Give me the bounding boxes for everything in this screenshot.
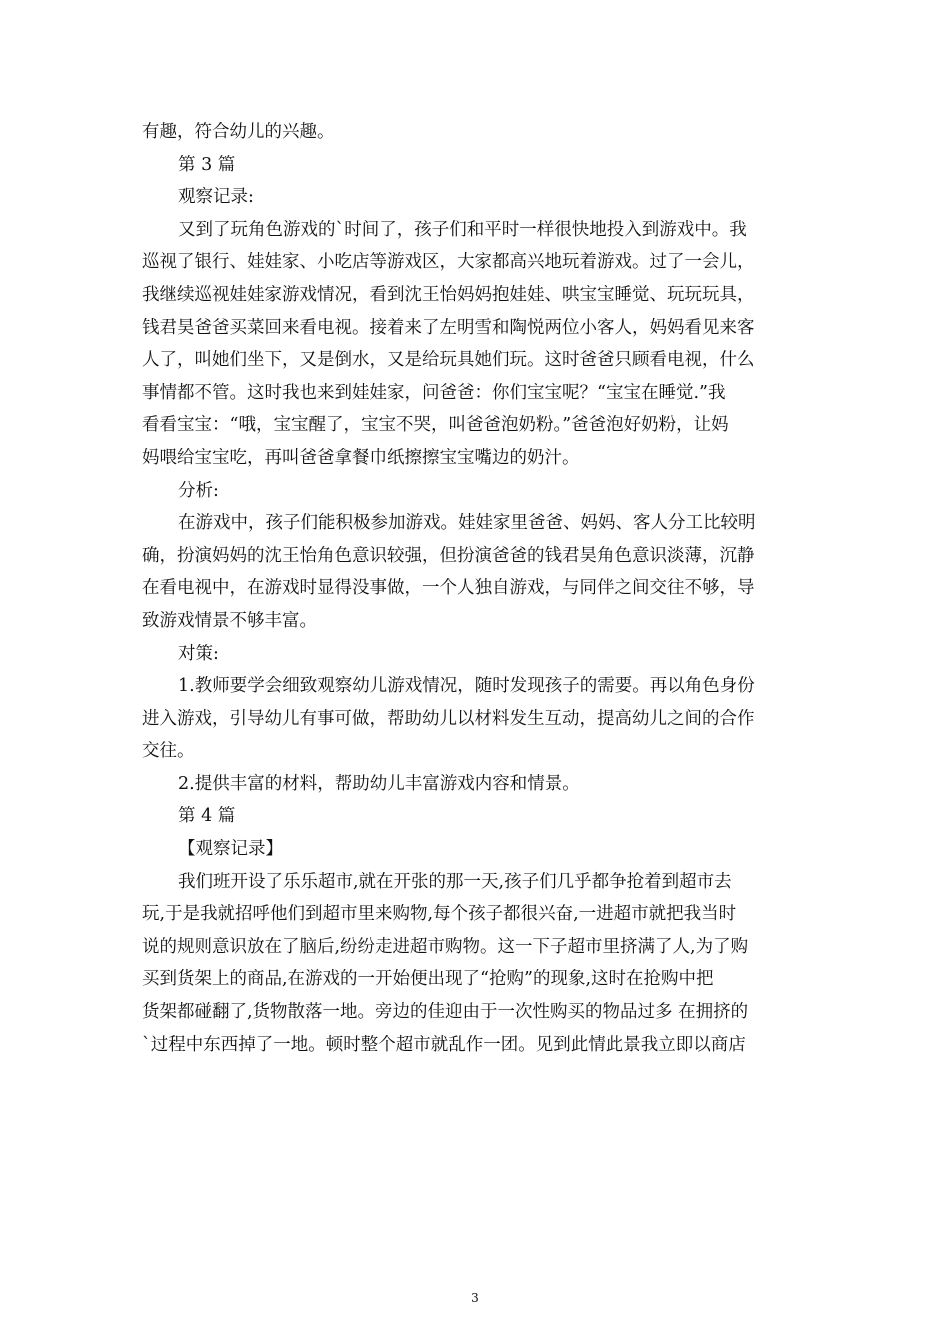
text-line: 第 3 篇	[178, 154, 236, 175]
text-line: 玩,于是我就招呼他们到超市里来购物,每个孩子都很兴奋,一进超市就把我当时	[142, 904, 737, 925]
text-line: 进入游戏，引导幼儿有事可做，帮助幼儿以材料发生互动，提高幼儿之间的合作	[142, 708, 755, 729]
text-line: 【观察记录】	[178, 839, 283, 860]
text-line: 货架都碰翻了,货物散落一地。旁边的佳迎由于一次性购买的物品过多 在拥挤的	[142, 1002, 749, 1023]
text-line: 事情都不管。这时我也来到娃娃家，问爸爸：你们宝宝呢？“宝宝在睡觉.”我	[142, 382, 726, 403]
text-line: 在游戏中，孩子们能积极参加游戏。娃娃家里爸爸、妈妈、客人分工比较明	[178, 513, 756, 534]
text-line: 致游戏情景不够丰富。	[142, 610, 317, 631]
text-line: 交往。	[142, 741, 195, 762]
text-line: 人了，叫她们坐下，又是倒水，又是给玩具她们玩。这时爸爸只顾看电视，什么	[142, 350, 755, 371]
text-line: 说的规则意识放在了脑后,纷纷走进超市购物。这一下子超市里挤满了人,为了购	[142, 936, 749, 957]
text-line: 2.提供丰富的材料，帮助幼儿丰富游戏内容和情景。	[178, 773, 580, 794]
text-line: 在看电视中，在游戏时显得没事做，一个人独自游戏，与同伴之间交往不够，导	[142, 578, 755, 599]
text-line: 第 4 篇	[178, 806, 236, 827]
page-number: 3	[471, 1291, 479, 1305]
text-line: 有趣，符合幼儿的兴趣。	[142, 122, 335, 142]
text-line: 对策:	[178, 643, 219, 664]
text-line: 妈喂给宝宝吃，再叫爸爸拿餐巾纸擦擦宝宝嘴边的奶汁。	[142, 447, 580, 468]
text-line: 1.教师要学会细致观察幼儿游戏情况，随时发现孩子的需要。再以角色身份	[178, 676, 755, 697]
text-line: 看看宝宝：“哦，宝宝醒了，宝宝不哭，叫爸爸泡奶粉。”爸爸泡好奶粉，让妈	[142, 415, 729, 436]
text-line: `过程中东西掉了一地。顿时整个超市就乱作一团。见到此情此景我立即以商店	[142, 1034, 746, 1055]
text-line: 观察记录:	[178, 187, 254, 208]
text-line: 分析:	[178, 480, 219, 501]
text-line: 我们班开设了乐乐超市,就在开张的那一天,孩子们几乎都争抢着到超市去	[178, 871, 732, 892]
text-line: 我继续巡视娃娃家游戏情况，看到沈王怡妈妈抱娃娃、哄宝宝睡觉、玩玩玩具，	[142, 284, 755, 305]
text-line: 钱君昊爸爸买菜回来看电视。接着来了左明雪和陶悦两位小客人，妈妈看见来客	[142, 317, 755, 338]
text-line: 又到了玩角色游戏的`时间了，孩子们和平时一样很快地投入到游戏中。我	[178, 219, 747, 240]
text-line: 巡视了银行、娃娃家、小吃店等游戏区，大家都高兴地玩着游戏。过了一会儿，	[142, 252, 755, 273]
text-line: 确，扮演妈妈的沈王怡角色意识较强，但扮演爸爸的钱君昊角色意识淡薄，沉静	[142, 545, 755, 566]
text-line: 买到货架上的商品,在游戏的一开始便出现了“抢购”的现象,这时在抢购中把	[142, 969, 714, 990]
document-body	[142, 116, 808, 1061]
